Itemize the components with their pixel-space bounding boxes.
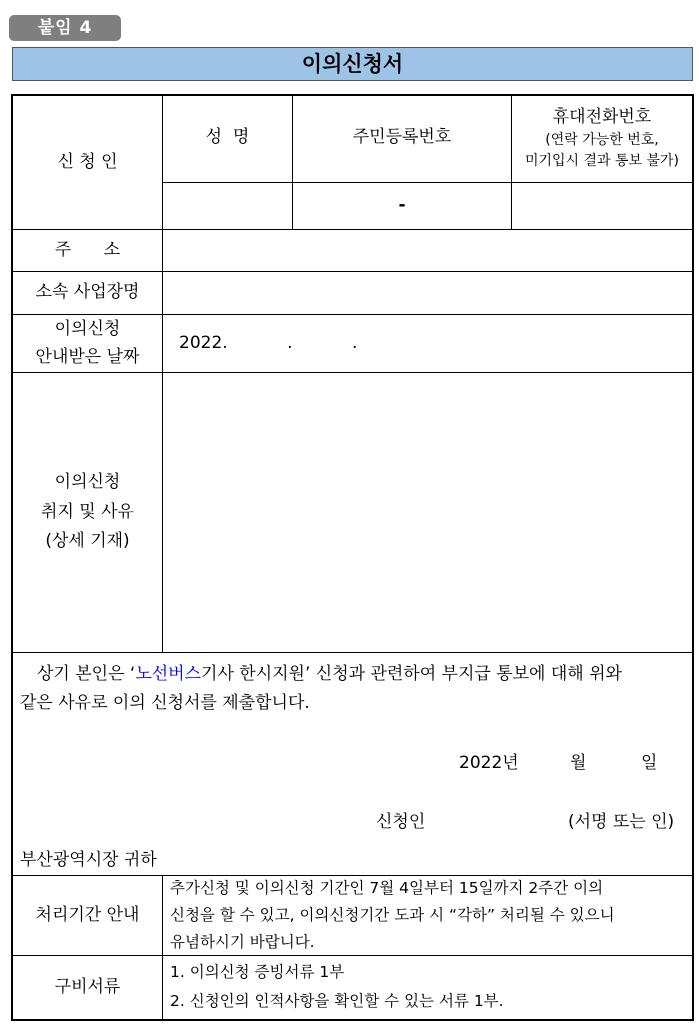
processing-text bbox=[170, 875, 688, 956]
workplace-label: 소속 사업장명 bbox=[35, 282, 140, 303]
submission-day: 일 bbox=[641, 753, 658, 773]
signer-label: 신청인 bbox=[376, 812, 426, 832]
document-item: 1. 이의신청 증빙서류 1부 bbox=[170, 963, 345, 981]
border-right bbox=[692, 94, 694, 1021]
addressee: 부산광역시장 귀하 bbox=[20, 850, 157, 870]
reason-label-line1: 이의신청 bbox=[54, 471, 121, 492]
form-title: 이의신청서 bbox=[12, 47, 693, 81]
reason-label bbox=[13, 373, 162, 652]
attachment-badge: 붙임 4 bbox=[9, 15, 121, 41]
name-input[interactable] bbox=[163, 183, 292, 229]
reason-input[interactable] bbox=[163, 373, 692, 652]
notice-date-label-line2: 안내받은 날짜 bbox=[35, 346, 140, 367]
phone-header bbox=[512, 96, 692, 182]
reason-label-line2: 취지 및 사유 bbox=[41, 501, 134, 522]
notice-date-input[interactable]: 2022. . . bbox=[179, 332, 358, 353]
notice-date-label-line1: 이의신청 bbox=[54, 319, 121, 340]
processing-line-3: 유념하시기 바랍니다. bbox=[170, 933, 315, 951]
notice-date-label bbox=[13, 315, 162, 372]
reason-label-line3: (상세 기재) bbox=[45, 531, 130, 552]
processing-line-1: 추가신청 및 이의신청 기간인 7월 4일부터 15일까지 2주간 이의 bbox=[170, 879, 604, 897]
line-v bbox=[162, 875, 163, 1020]
submission-year: 2022년 bbox=[459, 753, 519, 773]
documents-list bbox=[170, 958, 688, 1016]
processing-line-2: 신청을 할 수 있고, 이의신청기간 도과 시 “각하” 처리될 수 있으니 bbox=[170, 906, 615, 924]
documents-label: 구비서류 bbox=[54, 976, 121, 997]
statement-line-1-end: 기사 한시지원’ 신청과 관련하여 부지급 통보에 대해 위와 bbox=[201, 664, 622, 684]
phone-input[interactable] bbox=[512, 183, 692, 229]
address-input[interactable] bbox=[163, 230, 692, 271]
phone-header-note-1: (연락 가능한 번호, bbox=[545, 131, 659, 148]
workplace-input[interactable] bbox=[163, 272, 692, 314]
phone-header-title: 휴대전화번호 bbox=[552, 107, 652, 128]
id-number-input[interactable]: - bbox=[398, 195, 406, 216]
phone-header-note-2: 미기입시 결과 통보 불가) bbox=[524, 152, 680, 169]
processing-label: 처리기간 안내 bbox=[35, 904, 140, 925]
submission-month: 월 bbox=[570, 753, 587, 773]
applicant-label: 신 청 인 bbox=[57, 151, 118, 172]
statement-line-1 bbox=[37, 659, 622, 684]
border-bottom bbox=[11, 1019, 694, 1021]
statement-line-2: 같은 사유로 이의 신청서를 제출합니다. bbox=[20, 693, 310, 713]
statement-highlight: 노선버스 bbox=[135, 664, 202, 684]
name-header: 성 명 bbox=[205, 127, 250, 147]
statement-line-1-start: 상기 본인은 ‘ bbox=[37, 664, 136, 684]
address-label: 주 소 bbox=[54, 239, 121, 260]
line-h bbox=[11, 652, 694, 653]
id-number-header: 주민등록번호 bbox=[352, 127, 452, 147]
signature-note: (서명 또는 인) bbox=[568, 812, 675, 832]
document-item: 2. 신청인의 인적사항을 확인할 수 있는 서류 1부. bbox=[170, 992, 504, 1010]
